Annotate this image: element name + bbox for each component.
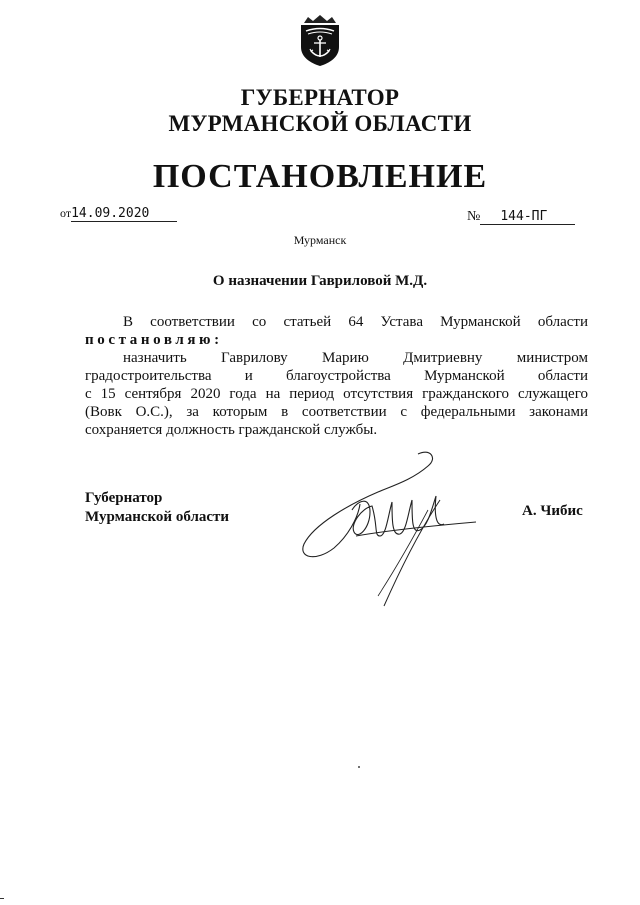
document-date [60, 205, 177, 221]
body-line: с 15 сентября 2020 года на период отсутствия гражданского служащего [85, 386, 588, 402]
number-value: 144-ПГ [480, 209, 575, 225]
signatory-position-line1: Губернатор [85, 490, 163, 506]
body-line: сохраняется должность гражданской службы. [85, 422, 378, 438]
document-body [85, 313, 588, 439]
authority-title-line1: ГУБЕРНАТОР [240, 85, 400, 110]
signatory-position [85, 489, 229, 527]
document-type-title: ПОСТАНОВЛЕНИЕ [152, 158, 488, 195]
signatory-name: А. Чибис [522, 503, 583, 519]
body-line: В соответствии со статьей 64 Устава Мурманской области [123, 314, 588, 330]
document-subject: О назначении Гавриловой М.Д. [212, 273, 428, 289]
scan-speck [358, 766, 360, 768]
resolution-word: постановляю: [85, 332, 223, 348]
body-line: градостроительства и благоустройства Мурманской области [85, 368, 588, 384]
issue-city: Мурманск [293, 233, 347, 247]
number-sign: № [467, 209, 481, 224]
date-value: 14.09.2020 [71, 206, 177, 222]
authority-title-line2: МУРМАНСКОЙ ОБЛАСТИ [168, 111, 472, 136]
body-line: назначить Гаврилову Марию Дмитриевну министром [123, 350, 588, 366]
murmansk-coat-of-arms-icon [298, 13, 342, 67]
document-number [467, 208, 575, 225]
scan-corner-mark [0, 898, 4, 899]
body-line: (Вовк О.С.), за которым в соответствии с федеральными законами [85, 404, 588, 420]
signatory-position-line2: Мурманской области [85, 509, 230, 525]
date-prefix: от [60, 206, 72, 220]
handwritten-signature [300, 440, 480, 610]
